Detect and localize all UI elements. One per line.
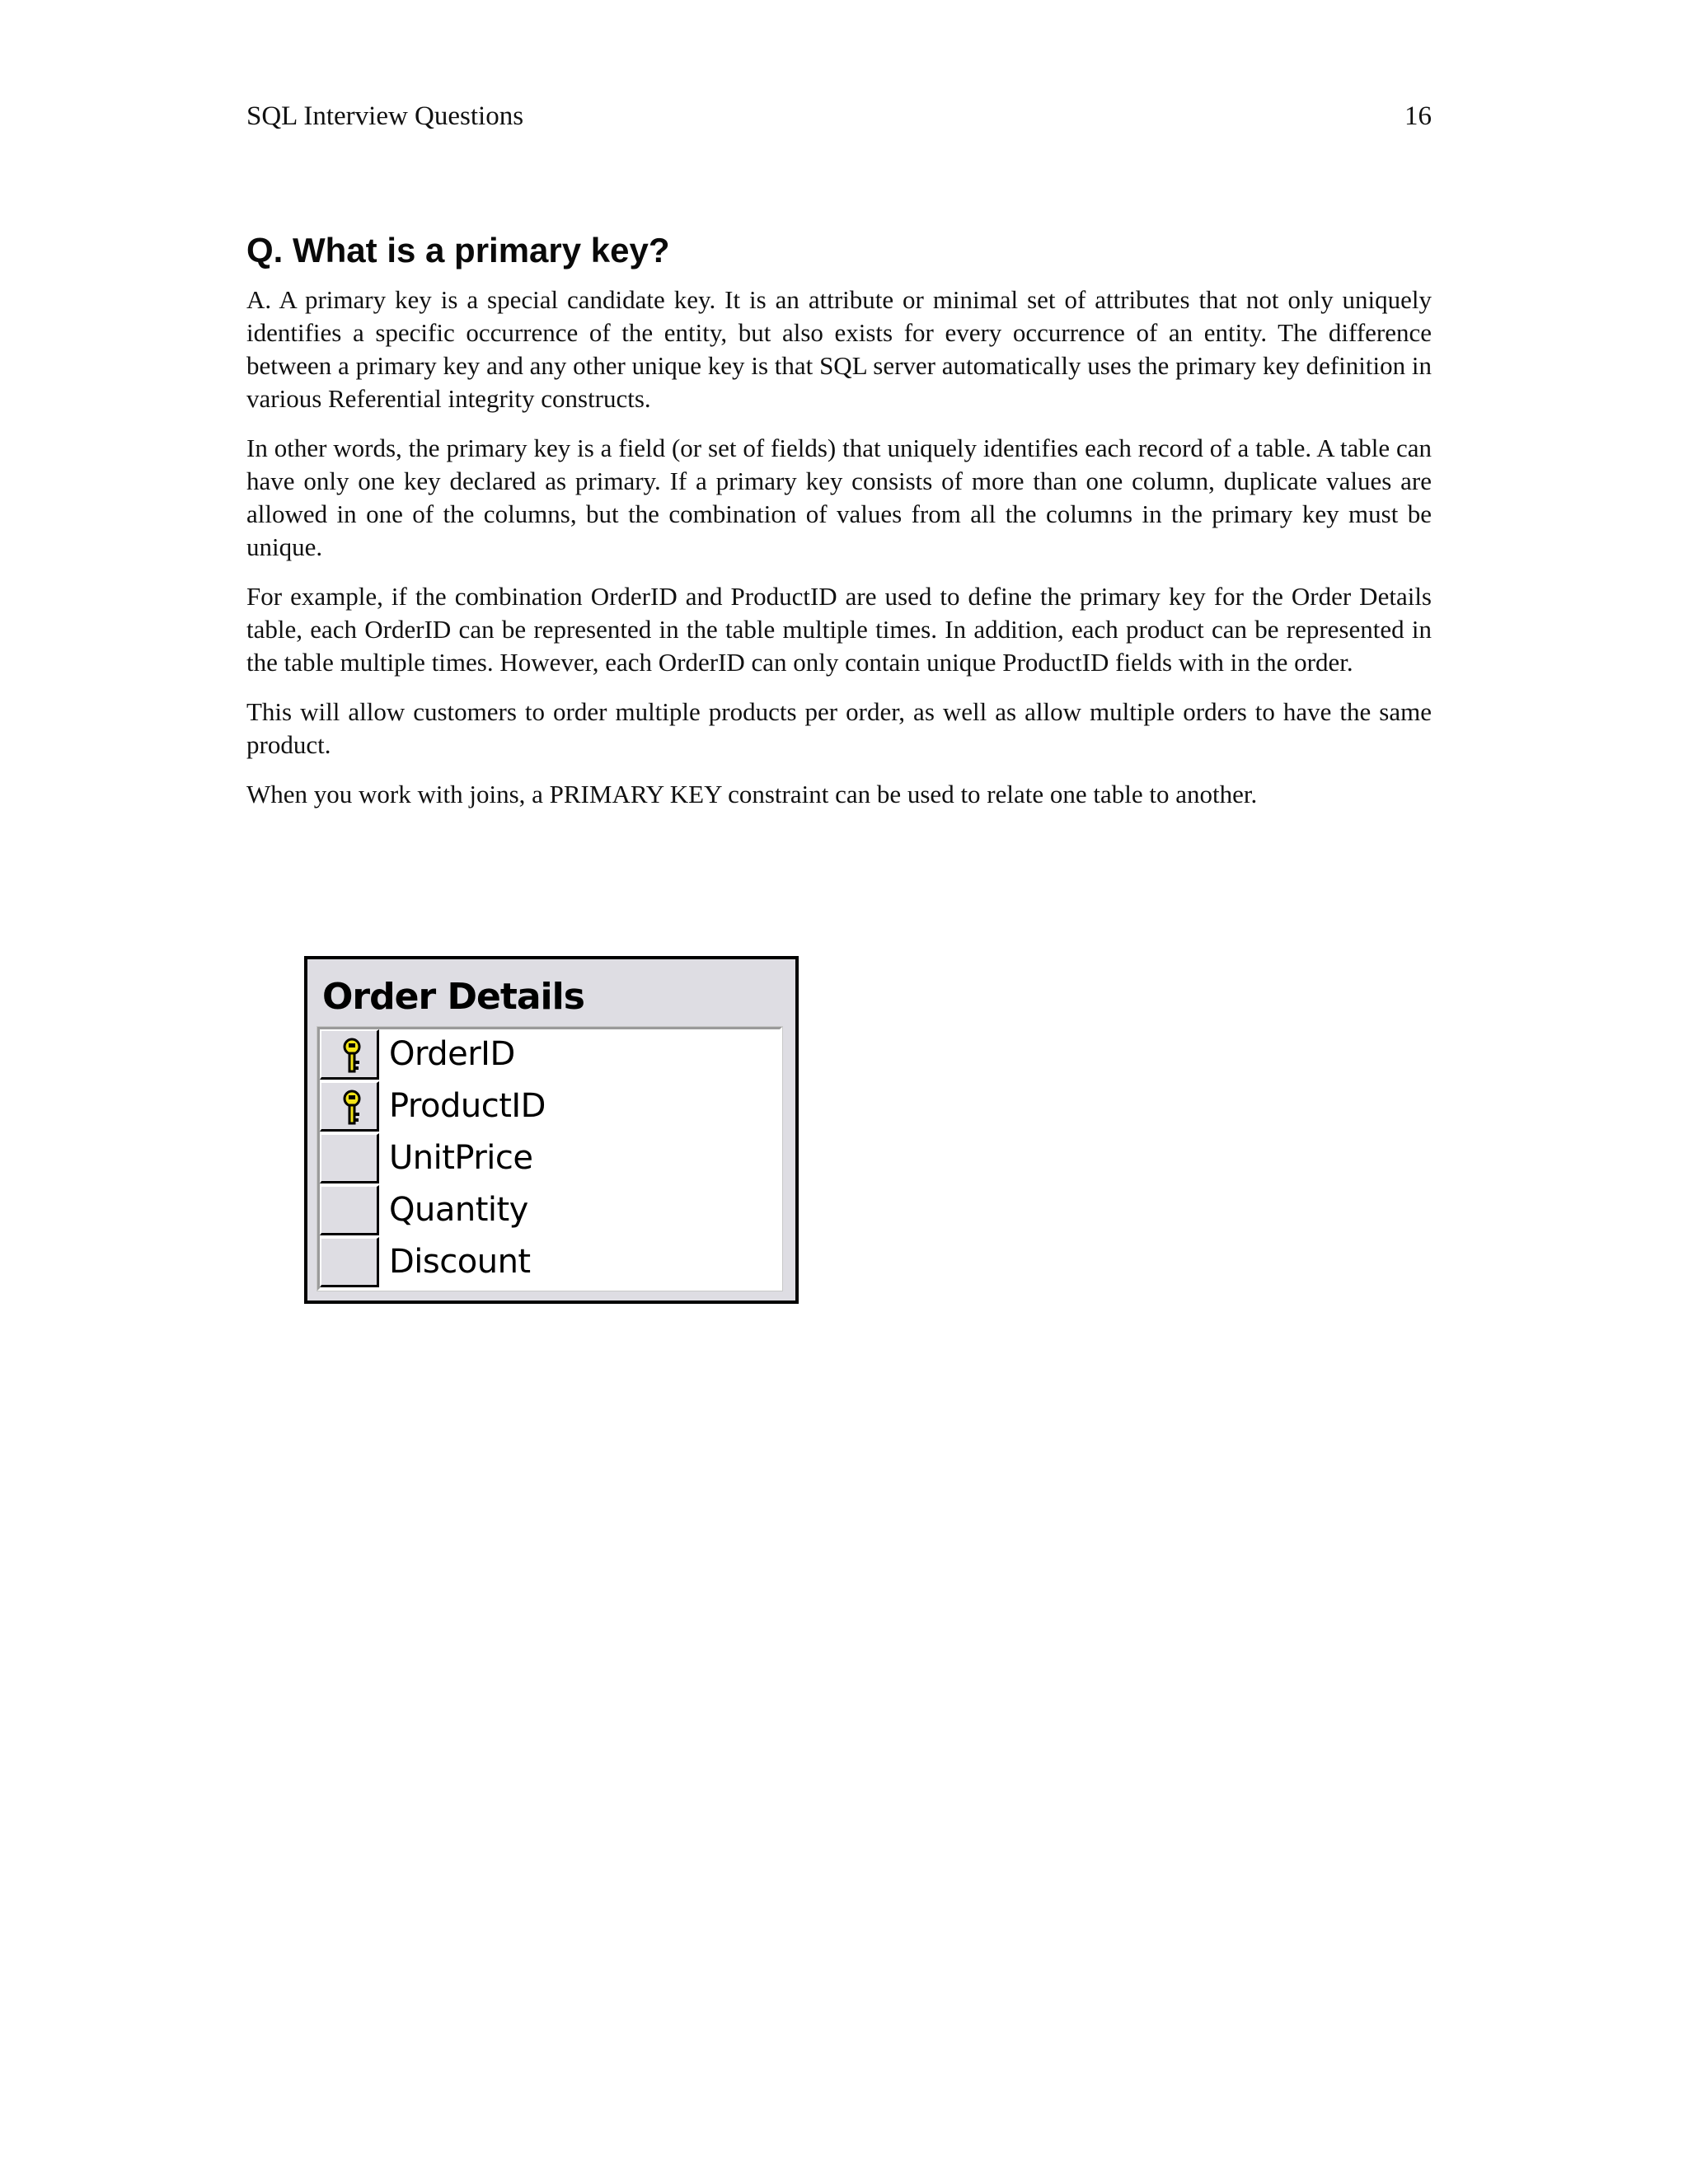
answer-paragraph: A. A primary key is a special candidate key. It is an attribute or minimal set of attributes that not only uniquely identifies a specific occurrence of the entity, but also exists for every occurrence of an entity. The difference between a primary key and any other unique key is that SQL server automatically uses the primary key definition in various Referential integrity constructs. <box>246 285 1432 413</box>
column-row <box>320 1081 780 1133</box>
column-row <box>320 1185 780 1237</box>
page-content <box>246 227 1432 827</box>
row-selector <box>320 1237 379 1287</box>
row-selector <box>320 1185 379 1235</box>
column-row <box>320 1029 780 1081</box>
table-column-list <box>317 1027 782 1291</box>
answer-paragraph: When you work with joins, a PRIMARY KEY constraint can be used to relate one table to another. <box>246 780 1258 808</box>
page-header <box>246 96 1432 137</box>
column-row <box>320 1133 780 1185</box>
page-number: 16 <box>1404 101 1432 131</box>
column-name: Quantity <box>389 1191 528 1229</box>
answer-paragraph: This will allow customers to order multiple products per order, as well as allow multiple orders to have the same product. <box>246 697 1432 759</box>
row-selector <box>320 1133 379 1183</box>
answer-paragraph: In other words, the primary key is a field (or set of fields) that uniquely identifies each record of a table. A table can have only one key declared as primary. If a primary key consists of more than one column, duplicate values are allowed in one of the columns, but the combination of values from all the columns in the primary key must be unique. <box>246 434 1432 561</box>
row-selector <box>320 1029 379 1080</box>
table-title: Order Details <box>322 976 584 1018</box>
answer-paragraph: For example, if the combination OrderID and ProductID are used to define the primary key for the Order Details table, each OrderID can be represented in the table multiple times. In addition, each product can be represented in the table multiple times. However, each OrderID can only contain unique ProductID fields with in the order. <box>246 582 1432 677</box>
column-name: ProductID <box>389 1087 546 1125</box>
key-icon <box>341 1090 363 1126</box>
column-row <box>320 1237 780 1289</box>
column-name: OrderID <box>389 1035 515 1073</box>
order-details-table-diagram <box>304 956 799 1304</box>
running-title: SQL Interview Questions <box>246 101 524 131</box>
column-name: UnitPrice <box>389 1139 533 1177</box>
key-icon <box>341 1038 363 1074</box>
row-selector <box>320 1081 379 1132</box>
question-heading: Q. What is a primary key? <box>246 231 670 269</box>
column-name: Discount <box>389 1243 531 1281</box>
